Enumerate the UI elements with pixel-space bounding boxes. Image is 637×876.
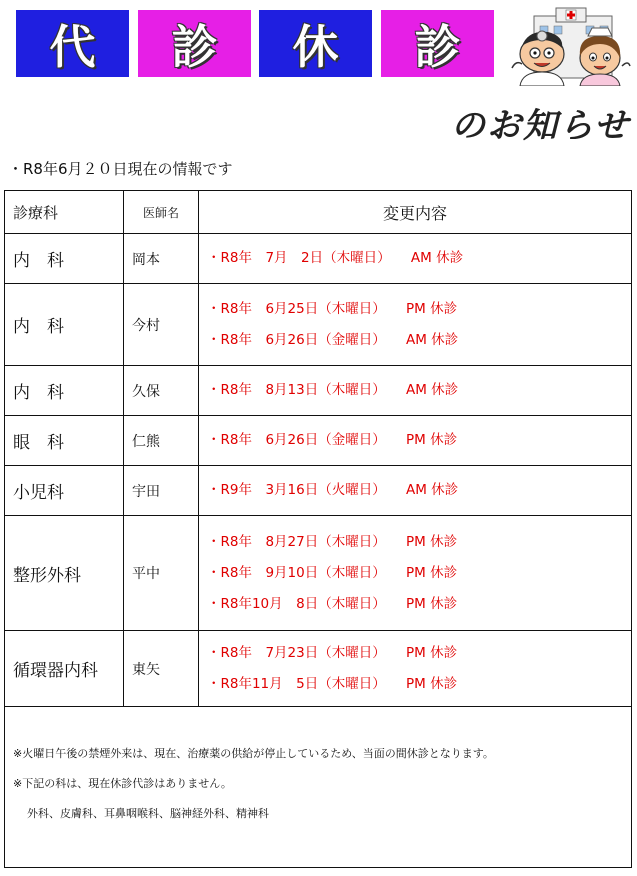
table-header-row <box>5 191 632 234</box>
dept-cell: 内 科 <box>5 366 124 416</box>
title-char-box <box>138 10 251 77</box>
change-line: ・R8年11月 5日（木曜日） PM 休診 <box>207 675 458 692</box>
dept-cell: 内 科 <box>5 234 124 284</box>
header-dept: 診療科 <box>5 191 124 234</box>
table-row <box>5 631 632 707</box>
change-line: ・R8年 8月27日（木曜日） PM 休診 <box>207 533 458 550</box>
table-row <box>5 466 632 516</box>
header-doctor: 医師名 <box>124 191 199 234</box>
table-row <box>5 416 632 466</box>
title-char-box <box>381 10 494 77</box>
doctor-cell: 久保 <box>124 366 199 416</box>
table-row <box>5 366 632 416</box>
doctor-nurse-illustration <box>508 6 632 86</box>
change-cell <box>199 284 632 366</box>
dept-cell: 眼 科 <box>5 416 124 466</box>
doctor-cell: 今村 <box>124 284 199 366</box>
doctor-cell: 宇田 <box>124 466 199 516</box>
change-line: ・R8年 8月13日（木曜日） AM 休診 <box>207 382 459 398</box>
note-department-list: 外科、皮膚科、耳鼻咽喉科、脳神経外科、精神科 <box>27 807 269 820</box>
title-char-box <box>16 10 129 77</box>
change-cell <box>199 631 632 707</box>
change-line: ・R8年 6月25日（木曜日） PM 休診 <box>207 300 458 317</box>
dept-cell: 循環器内科 <box>5 631 124 707</box>
doctor-cell: 仁熊 <box>124 416 199 466</box>
table-row <box>5 516 632 631</box>
doctor-cell: 岡本 <box>124 234 199 284</box>
table-row <box>5 234 632 284</box>
title-char: 診 <box>171 19 218 74</box>
change-line: ・R8年 6月26日（金曜日） AM 休診 <box>207 331 459 348</box>
change-cell <box>199 516 632 631</box>
change-line: ・R8年 9月10日（木曜日） PM 休診 <box>207 564 458 581</box>
title-char-box <box>259 10 372 77</box>
change-cell <box>199 234 632 284</box>
header-change: 変更内容 <box>199 191 632 234</box>
note-smoking-clinic: ※火曜日午後の禁煙外来は、現在、治療薬の供給が停止しているため、当面の間休診となります。 <box>13 747 494 760</box>
change-cell <box>199 416 632 466</box>
change-line: ・R8年 7月23日（木曜日） PM 休診 <box>207 644 458 661</box>
title-char: 診 <box>414 19 461 74</box>
change-line: ・R8年 7月 2日（木曜日） AM 休診 <box>207 250 464 266</box>
change-line: ・R8年 6月26日（金曜日） PM 休診 <box>207 432 458 448</box>
notes-cell <box>5 707 632 868</box>
dept-cell: 内 科 <box>5 284 124 366</box>
change-cell <box>199 366 632 416</box>
schedule-table <box>4 190 632 868</box>
note-no-substitute: ※下記の科は、現在休診代診はありません。 <box>13 777 232 790</box>
dept-cell: 整形外科 <box>5 516 124 631</box>
title-char: 休 <box>292 19 339 74</box>
title-char: 代 <box>49 19 96 74</box>
subtitle: のお知らせ <box>451 106 630 146</box>
change-line: ・R8年10月 8日（木曜日） PM 休診 <box>207 595 458 612</box>
date-line: ・R8年6月２０日現在の情報です <box>8 160 233 178</box>
doctor-cell: 東矢 <box>124 631 199 707</box>
change-line: ・R9年 3月16日（火曜日） AM 休診 <box>207 482 459 498</box>
dept-cell: 小児科 <box>5 466 124 516</box>
table-row <box>5 284 632 366</box>
doctor-cell: 平中 <box>124 516 199 631</box>
notes-row <box>5 707 632 868</box>
change-cell <box>199 466 632 516</box>
